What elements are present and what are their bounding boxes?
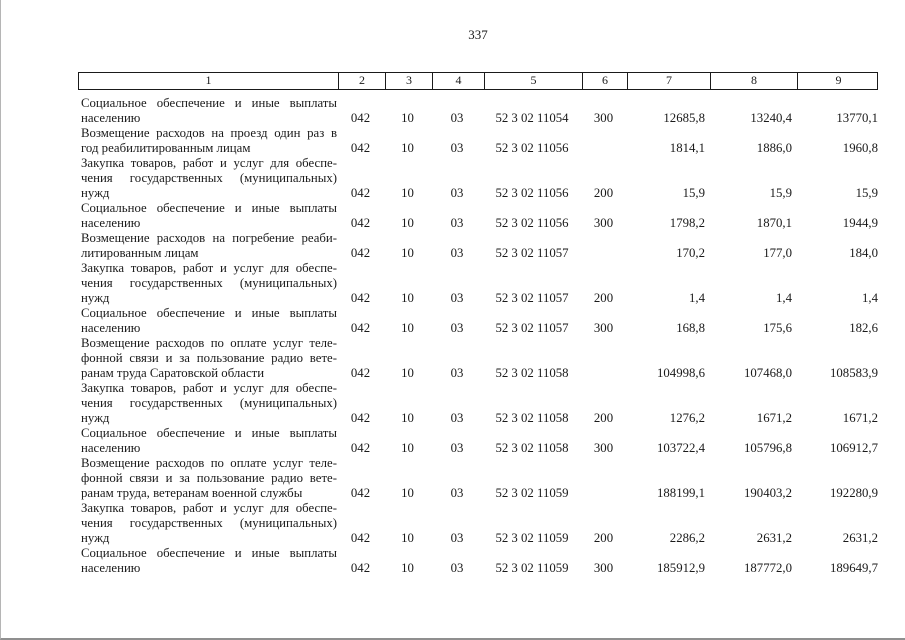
description-line: Социальное обеспечение и иные выплаты [81, 546, 337, 560]
description-line: населению [81, 441, 141, 455]
cell-c2: 042 [350, 111, 371, 125]
cell-c8: 107468,0 [744, 366, 792, 380]
cell-c6 [581, 141, 626, 156]
cell-c2: 042 [350, 141, 371, 155]
table-row [78, 501, 878, 546]
cell-c6: 300 [593, 111, 614, 125]
cell-c8: 105796,8 [744, 441, 792, 455]
row-description [78, 201, 337, 231]
table-row [78, 306, 878, 336]
cell-c6: 300 [593, 441, 614, 455]
cell-c2: 042 [350, 531, 371, 545]
cell-c3: 10 [401, 321, 414, 335]
header-cell-1: 1 [205, 73, 212, 87]
row-description [78, 381, 337, 426]
description-line: ранам труда, ветеранам военной службы [81, 486, 303, 500]
page-number: 337 [468, 27, 488, 42]
cell-c2: 042 [350, 561, 371, 575]
row-description [78, 261, 337, 306]
table-header-row [78, 72, 878, 90]
cell-c7: 185912,9 [657, 561, 705, 575]
cell-c5: 52 3 02 11058 [495, 441, 569, 455]
cell-c5: 52 3 02 11056 [495, 186, 569, 200]
cell-c6: 300 [593, 216, 614, 230]
cell-c3: 10 [401, 531, 414, 545]
table-row [78, 546, 878, 576]
cell-c8: 177,0 [763, 246, 792, 260]
cell-c7: 103722,4 [657, 441, 705, 455]
table-row [78, 456, 878, 501]
description-line: Социальное обеспечение и иные выплаты [81, 201, 337, 215]
cell-c5: 52 3 02 11056 [495, 141, 569, 155]
cell-c9: 182,6 [849, 321, 878, 335]
cell-c5: 52 3 02 11058 [495, 411, 569, 425]
cell-c3: 10 [401, 366, 414, 380]
description-line: Возмещение расходов на погребение реаби- [81, 231, 337, 245]
description-line: чения государственных (муниципальных) [81, 396, 337, 410]
cell-c6 [581, 366, 626, 381]
description-line: фонной связи и за пользование радио вете- [81, 351, 337, 365]
cell-c9: 1944,9 [842, 216, 878, 230]
cell-c4: 03 [450, 291, 464, 305]
cell-c2: 042 [350, 321, 371, 335]
table-row [78, 426, 878, 456]
cell-c6: 300 [593, 321, 614, 335]
budget-table [78, 72, 878, 576]
cell-c9: 192280,9 [830, 486, 878, 500]
cell-c2: 042 [350, 441, 371, 455]
cell-c5: 52 3 02 11056 [495, 216, 569, 230]
cell-c3: 10 [401, 441, 414, 455]
cell-c3: 10 [401, 186, 414, 200]
cell-c6 [581, 486, 626, 501]
cell-c3: 10 [401, 111, 414, 125]
description-line: населению [81, 561, 141, 575]
cell-c2: 042 [350, 411, 371, 425]
cell-c4: 03 [450, 441, 464, 455]
cell-c3: 10 [401, 486, 414, 500]
table-row [78, 231, 878, 261]
cell-c6: 200 [593, 411, 614, 425]
cell-c7: 188199,1 [657, 486, 705, 500]
description-line: нужд [81, 531, 110, 545]
description-line: населению [81, 111, 141, 125]
cell-c9: 184,0 [849, 246, 878, 260]
header-cell-6: 6 [582, 73, 627, 89]
cell-c3: 10 [401, 216, 414, 230]
cell-c5: 52 3 02 11058 [495, 366, 569, 380]
description-line: чения государственных (муниципальных) [81, 171, 337, 185]
table-row [78, 261, 878, 306]
cell-c7: 1,4 [689, 291, 705, 305]
cell-c8: 175,6 [763, 321, 792, 335]
cell-c3: 10 [401, 246, 414, 260]
cell-c4: 03 [450, 531, 464, 545]
cell-c4: 03 [450, 216, 464, 230]
description-line: Закупка товаров, работ и услуг для обеспе- [81, 156, 337, 170]
cell-c2: 042 [350, 366, 371, 380]
table-body [78, 96, 878, 576]
cell-c2: 042 [350, 216, 371, 230]
cell-c7: 1798,2 [669, 216, 705, 230]
cell-c9: 108583,9 [830, 366, 878, 380]
description-line: Закупка товаров, работ и услуг для обеспе- [81, 501, 337, 515]
description-line: Возмещение расходов по оплате услуг теле- [81, 456, 337, 470]
cell-c3: 10 [401, 561, 414, 575]
cell-c5: 52 3 02 11057 [495, 246, 569, 260]
cell-c9: 106912,7 [830, 441, 878, 455]
description-line: нужд [81, 291, 110, 305]
description-line: Социальное обеспечение и иные выплаты [81, 306, 337, 320]
cell-c8: 1886,0 [756, 141, 792, 155]
cell-c8: 1,4 [776, 291, 792, 305]
cell-c8: 1870,1 [756, 216, 792, 230]
cell-c2: 042 [350, 186, 371, 200]
description-line: фонной связи и за пользование радио вете- [81, 471, 337, 485]
cell-c9: 15,9 [855, 186, 878, 200]
row-description [78, 546, 337, 576]
header-cell-2: 2 [338, 73, 385, 89]
cell-c5: 52 3 02 11059 [495, 531, 569, 545]
cell-c3: 10 [401, 411, 414, 425]
cell-c8: 15,9 [769, 186, 792, 200]
header-cell-5: 5 [484, 73, 582, 89]
cell-c4: 03 [450, 321, 464, 335]
description-line: Возмещение расходов на проезд один раз в [81, 126, 337, 140]
table-row [78, 96, 878, 126]
cell-c9: 13770,1 [836, 111, 878, 125]
cell-c5: 52 3 02 11054 [495, 111, 569, 125]
cell-c7: 15,9 [682, 186, 705, 200]
row-description [78, 156, 337, 201]
row-description [78, 231, 337, 261]
cell-c8: 13240,4 [750, 111, 792, 125]
cell-c9: 1,4 [862, 291, 878, 305]
cell-c2: 042 [350, 486, 371, 500]
cell-c9: 1671,2 [842, 411, 878, 425]
cell-c4: 03 [450, 186, 464, 200]
header-cell-3: 3 [385, 73, 432, 89]
cell-c8: 190403,2 [744, 486, 792, 500]
cell-c4: 03 [450, 141, 464, 155]
header-cell-4: 4 [432, 73, 484, 89]
row-description [78, 96, 337, 126]
cell-c3: 10 [401, 141, 414, 155]
cell-c9: 1960,8 [842, 141, 878, 155]
cell-c6: 200 [593, 186, 614, 200]
cell-c4: 03 [450, 486, 464, 500]
table-row [78, 201, 878, 231]
cell-c8: 1671,2 [756, 411, 792, 425]
cell-c6 [581, 246, 626, 261]
header-cell-9: 9 [797, 73, 879, 89]
header-cell-8: 8 [710, 73, 797, 89]
description-line: Социальное обеспечение и иные выплаты [81, 426, 337, 440]
description-line: Социальное обеспечение и иные выплаты [81, 96, 337, 110]
description-line: чения государственных (муниципальных) [81, 516, 337, 530]
row-description [78, 336, 337, 381]
cell-c2: 042 [350, 246, 371, 260]
description-line: нужд [81, 411, 110, 425]
cell-c8: 2631,2 [756, 531, 792, 545]
cell-c4: 03 [450, 561, 464, 575]
header-cell-7: 7 [627, 73, 710, 89]
cell-c7: 2286,2 [669, 531, 705, 545]
row-description [78, 501, 337, 546]
row-description [78, 456, 337, 501]
cell-c4: 03 [450, 246, 464, 260]
description-line: литированным лицам [81, 246, 199, 260]
cell-c7: 104998,6 [657, 366, 705, 380]
row-description [78, 426, 337, 456]
cell-c7: 168,8 [676, 321, 705, 335]
cell-c6: 200 [593, 291, 614, 305]
cell-c5: 52 3 02 11057 [495, 321, 569, 335]
description-line: нужд [81, 186, 110, 200]
cell-c4: 03 [450, 366, 464, 380]
description-line: чения государственных (муниципальных) [81, 276, 337, 290]
cell-c3: 10 [401, 291, 414, 305]
table-row [78, 336, 878, 381]
description-line: населению [81, 216, 141, 230]
cell-c7: 1814,1 [669, 141, 705, 155]
table-row [78, 126, 878, 156]
cell-c6: 200 [593, 531, 614, 545]
table-row [78, 381, 878, 426]
cell-c4: 03 [450, 411, 464, 425]
description-line: ранам труда Саратовской области [81, 366, 265, 380]
cell-c7: 1276,2 [669, 411, 705, 425]
table-row [78, 156, 878, 201]
row-description [78, 126, 337, 156]
cell-c2: 042 [350, 291, 371, 305]
cell-c8: 187772,0 [744, 561, 792, 575]
row-description [78, 306, 337, 336]
cell-c5: 52 3 02 11059 [495, 561, 569, 575]
cell-c9: 189649,7 [830, 561, 878, 575]
cell-c5: 52 3 02 11059 [495, 486, 569, 500]
cell-c7: 170,2 [676, 246, 705, 260]
description-line: год реабилитированным лицам [81, 141, 251, 155]
description-line: Возмещение расходов по оплате услуг теле- [81, 336, 337, 350]
cell-c9: 2631,2 [842, 531, 878, 545]
cell-c4: 03 [450, 111, 464, 125]
cell-c6: 300 [593, 561, 614, 575]
description-line: Закупка товаров, работ и услуг для обеспе- [81, 261, 337, 275]
description-line: населению [81, 321, 141, 335]
description-line: Закупка товаров, работ и услуг для обеспе- [81, 381, 337, 395]
cell-c7: 12685,8 [663, 111, 705, 125]
cell-c5: 52 3 02 11057 [495, 291, 569, 305]
